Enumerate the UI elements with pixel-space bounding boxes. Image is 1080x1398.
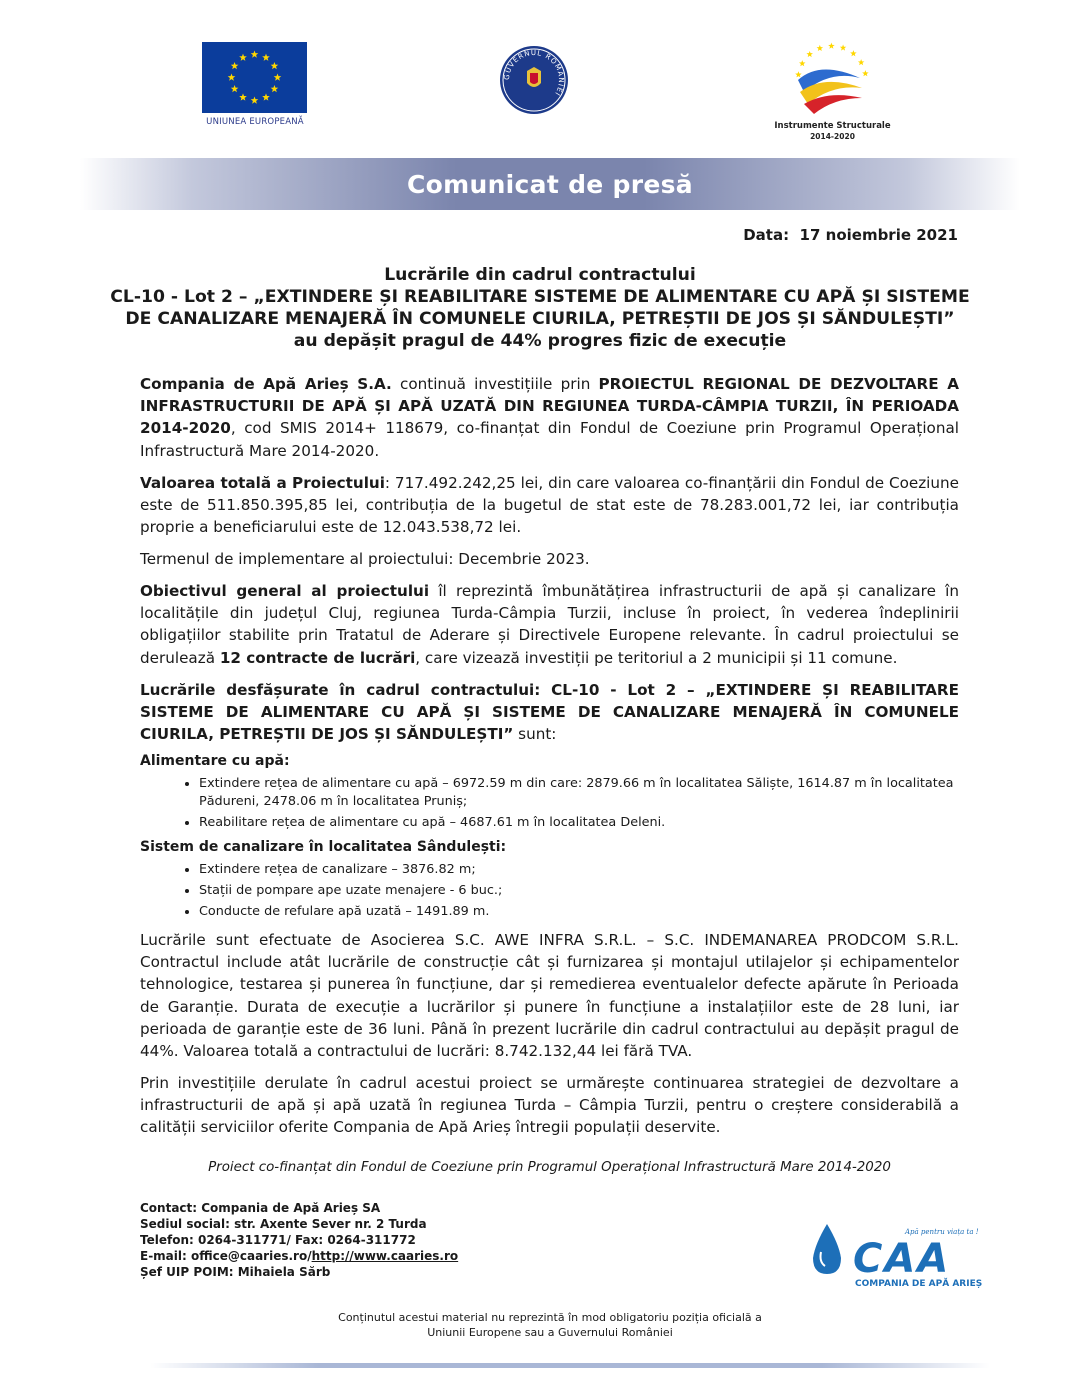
water-supply-heading: Alimentare cu apă: [140, 753, 290, 769]
is-star-icon [850, 50, 856, 56]
sewer-list [168, 861, 960, 924]
contact-block [140, 1200, 458, 1280]
headline-line-2: CL-10 - Lot 2 – „EXTINDERE ȘI REABILITARE SISTEME DE ALIMENTARE CU APĂ ȘI SISTEME DE CANALIZARE MENAJERĂ ÎN COMUNELE CIURILA, PETREȘTII DE JOS ȘI SĂNDULEȘTI” [110, 287, 970, 329]
contact-email-web: E-mail: office@caaries.ro/http://www.caaries.ro [140, 1249, 459, 1263]
contact-address: Sediul social: str. Axente Sever nr. 2 Turda [140, 1217, 427, 1231]
paragraph-contractor: Lucrările sunt efectuate de Asocierea S.C. AWE INFRA S.R.L. – S.C. INDEMANAREA PRODCOM S.R.L. Contractul include atât lucrările de construcție cât și furnizarea și montajul utilajelor și echipamentelor tehnologice, testarea și punerea în funcțiune, dar și remedierea eventualelor defecte apărute în Perioada de Garanție. Durata de execuție a lucrărilor și punere în funcțiune a instalațiilor este de 28 luni, iar perioada de garanție este de 36 luni. Până în prezent lucrările din cadrul contractului au depășit pragul de 44%. Valoarea totală a contractului de lucrări: 8.742.132,44 lei fără TVA. [140, 931, 959, 1061]
list-item: • Stații de pompare ape uzate menajere - 6 buc.; [199, 882, 960, 900]
list-item: • Extindere rețea de canalizare – 3876.82 m; [199, 861, 960, 879]
eu-caption: UNIUNEA EUROPEANĂ [206, 117, 304, 127]
is-star-icon [828, 43, 834, 49]
contact-manager: Șef UIP POIM: Mihaiela Sărb [140, 1265, 331, 1279]
banner-title: Comunicat de presă [407, 170, 693, 199]
disclaimer: Conținutul acestui material nu reprezintă în mod obligatoriu poziția oficială a Uniunii Europene sau a Guvernului României [338, 1311, 762, 1339]
is-star-icon [799, 60, 805, 66]
is-star-icon [806, 51, 812, 57]
headline [100, 264, 980, 352]
contact-phone: Telefon: 0264-311771/ Fax: 0264-311772 [140, 1233, 416, 1247]
eu-flag-logo [202, 42, 307, 113]
list-item: • Extindere rețea de alimentare cu apă – 6972.59 m din care: 2879.66 m în localitatea Săliște, 1614.87 m în localitatea Pădureni, 2478.06 m în localitatea Pruniș; [199, 775, 960, 811]
structural-instruments-logo [790, 40, 874, 120]
website-link[interactable]: http://www.caaries.ro [311, 1249, 459, 1263]
headline-line-1: Lucrările din cadrul contractului [384, 265, 696, 285]
is-star-icon [795, 71, 801, 77]
is-star-icon [862, 70, 868, 76]
headline-line-3: au depășit pragul de 44% progres fizic de execuție [293, 331, 787, 351]
caa-letters: CAA [853, 1236, 951, 1282]
is-star-icon [858, 59, 864, 65]
water-supply-list [168, 775, 960, 835]
footer-divider [150, 1363, 990, 1368]
gov-seal-text: GUVERNUL ROMÂNIEI [502, 48, 566, 98]
paragraph-objective: Obiectivul general al proiectului îl reprezintă îmbunătățirea infrastructurii de apă și canalizare în localitățile din județul Cluj, regiunea Turda-Câmpia Turzii, incluse în proiect, în vederea îndeplinirii obligațiilor stabilite prin Tratatul de Aderare și Directivele Europene relevante. În cadrul proiectului se derulează 12 contracte de lucrări, care vizează investiții pe teritoriul a 2 municipii și 11 comune. [140, 582, 960, 667]
paragraph-project-intro: Compania de Apă Arieș S.A. continuă investițiile prin PROIECTUL REGIONAL DE DEZVOLTARE A INFRASTRUCTURII DE APĂ ȘI APĂ UZATĂ DIN REGIUNEA TURDA-CÂMPIA TURZII, ÎN PERIOADA 2014-2020, cod SMIS 2014+ 118679, co-finanțat din Fondul de Coeziune prin Programul Operațional Infrastructură Mare 2014-2020. [140, 375, 959, 460]
structural-instruments-caption: Instrumente Structurale 2014-2020 [774, 121, 891, 141]
paragraph-total-value: Valoarea totală a Proiectului: 717.492.242,25 lei, din care valoarea co-finanțării din Fondul de Coeziune este de 511.850.395,85 lei, contribuția de la bugetul de stat este de 78.283.001,72 lei, iar contribuția proprie a beneficiarului este de 12.043.538,72 lei. [140, 474, 959, 537]
is-star-icon [840, 44, 846, 50]
contact-company: Contact: Compania de Apă Arieș SA [140, 1201, 381, 1215]
paragraph-strategy: Prin investițiile derulate în cadrul acestui proiect se urmărește continuarea strategiei de dezvoltare a infrastructurii de apă și apă uzată în regiunea Turda – Câmpia Turzii, pentru o creștere considerabilă a calității serviciilor oferite Compania de Apă Arieș întregii populații deservite. [140, 1074, 959, 1137]
release-date: Data: 17 noiembrie 2021 [743, 226, 958, 244]
is-star-icon [817, 45, 823, 51]
list-item: • Conducte de refulare apă uzată – 1491.89 m. [199, 903, 960, 921]
paragraph-deadline: Termenul de implementare al proiectului: Decembrie 2023. [140, 550, 590, 568]
paragraph-works-intro: Lucrările desfășurate în cadrul contractului: CL-10 - Lot 2 – „EXTINDERE ȘI REABILITARE SISTEME DE ALIMENTARE CU APĂ ȘI SISTEME DE CANALIZARE MENAJERĂ ÎN COMUNELE CIURILA, PETREȘTII DE JOS ȘI SĂNDULEȘTI” sunt: [140, 681, 959, 744]
cofinancing-note: Proiect co-finanțat din Fondul de Coeziune prin Programul Operațional Infrastructură Mare 2014-2020 [208, 1160, 891, 1175]
sewer-heading: Sistem de canalizare în localitatea Sândulești: [140, 839, 507, 855]
government-seal-logo [499, 45, 569, 115]
caa-company-logo [805, 1222, 990, 1292]
list-item: • Reabilitare rețea de alimentare cu apă – 4687.61 m în localitatea Deleni. [199, 814, 960, 832]
caa-tagline: Apă pentru viața ta ! [905, 1228, 979, 1236]
caa-name: COMPANIA DE APĂ ARIEȘ [855, 1279, 983, 1289]
